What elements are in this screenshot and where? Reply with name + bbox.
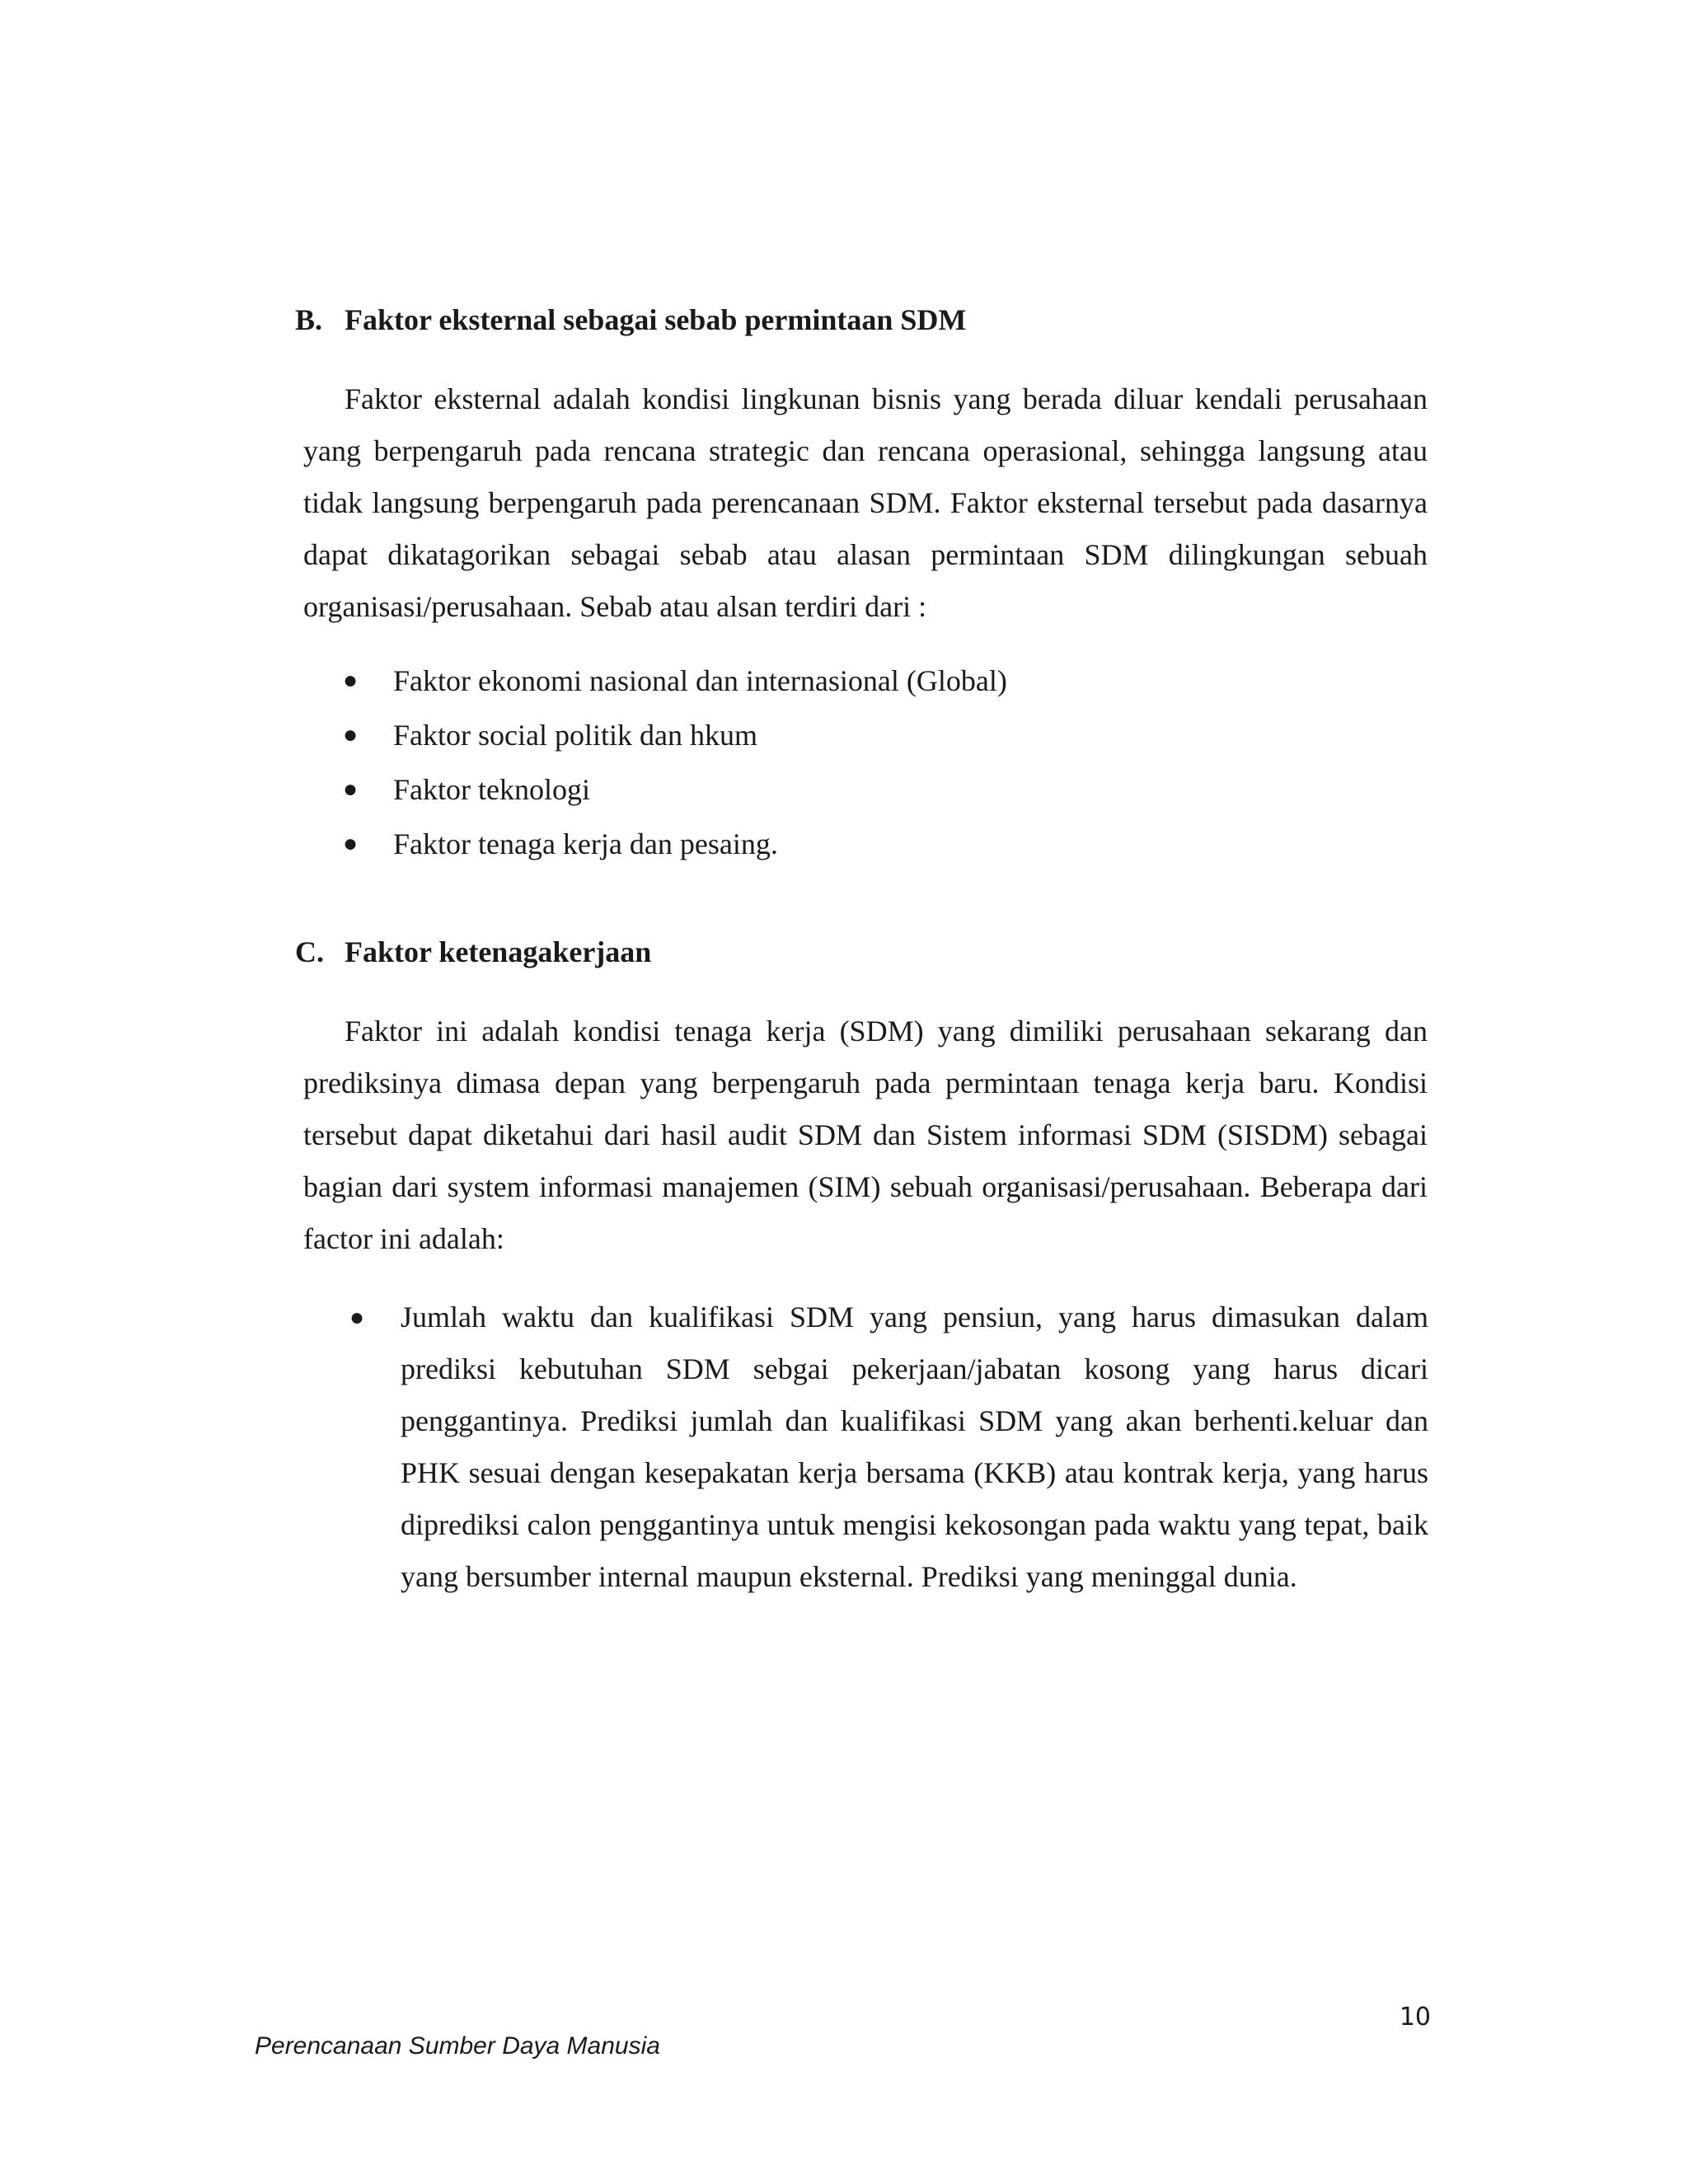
bullet-icon: ● bbox=[343, 830, 359, 857]
bullet-icon: ● bbox=[343, 667, 359, 694]
bullet-icon: ● bbox=[343, 721, 359, 748]
section-b-letter: B. bbox=[295, 303, 323, 336]
section-c-paragraph bbox=[303, 1005, 1428, 1265]
list-item-text: Jumlah waktu dan kualifikasi SDM yang pensiun, yang harus dimasukan dalam prediksi kebutuhan SDM sebgai pekerjaan/jabatan kosong yang harus dicari penggantinya. Prediksi jumlah dan kualifikasi SDM yang akan berhenti.keluar dan PHK sesuai dengan kesepakatan kerja bersama (KKB) atau kontrak kerja, yang harus diprediksi calon penggantinya untuk mengisi kekosongan pada waktu yang tepat, baik yang bersumber internal maupun eksternal. Prediksi yang meninggal dunia. bbox=[401, 1301, 1428, 1593]
footer-title: Perencanaan Sumber Daya Manusia bbox=[255, 2032, 660, 2060]
bullet-icon: ● bbox=[349, 1304, 365, 1331]
bullet-icon: ● bbox=[343, 776, 359, 803]
section-b-paragraph bbox=[303, 373, 1428, 633]
page-number: 10 bbox=[1399, 2003, 1431, 2032]
section-c-heading bbox=[295, 934, 651, 970]
section-b-heading bbox=[295, 302, 966, 338]
list-item-text: Faktor social politik dan hkum bbox=[393, 719, 757, 752]
section-c-paragraph-text: Faktor ini adalah kondisi tenaga kerja (SDM) yang dimiliki perusahaan sekarang dan prediksinya dimasa depan yang berpengaruh pada permintaan tenaga kerja baru. Kondisi tersebut dapat diketahui dari hasil audit SDM dan Sistem informasi SDM (SISDM) sebagai bagian dari system informasi manajemen (SIM) sebuah organisasi/perusahaan. Beberapa dari factor ini adalah: bbox=[303, 1015, 1428, 1255]
list-item-text: Faktor tenaga kerja dan pesaing. bbox=[393, 827, 778, 860]
section-c-title: Faktor ketenagakerjaan bbox=[345, 935, 652, 968]
section-c-letter: C. bbox=[295, 935, 324, 968]
section-b-paragraph-text: Faktor eksternal adalah kondisi lingkunan bisnis yang berada diluar kendali perusahaan yang berpengaruh pada rencana strategic dan rencana operasional, sehingga langsung atau tidak langsung berpengaruh pada perencanaan SDM. Faktor eksternal tersebut pada dasarnya dapat dikatagorikan sebagai sebab atau alasan permintaan SDM dilingkungan sebuah organisasi/perusahaan. Sebab atau alsan terdiri dari : bbox=[303, 382, 1428, 623]
list-item-text: Faktor ekonomi nasional dan internasional (Global) bbox=[393, 664, 1007, 697]
section-b-title: Faktor eksternal sebagai sebab permintaan SDM bbox=[345, 303, 967, 336]
list-item-text: Faktor teknologi bbox=[393, 773, 590, 806]
